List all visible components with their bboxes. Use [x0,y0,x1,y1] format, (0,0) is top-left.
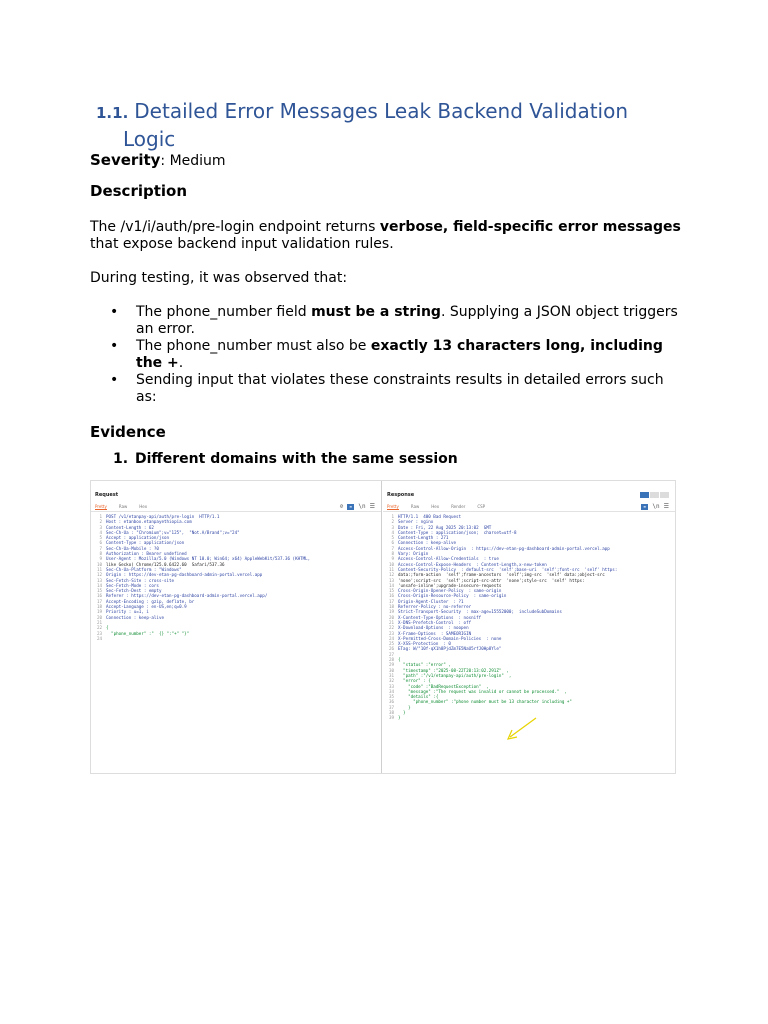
response-title: Response [387,492,415,498]
line-text: Sec-Fetch-Site : cross-site [106,577,175,583]
request-toolbar [336,503,375,510]
line-text: Sec-Ch-Ua-Mobile : ?0 [106,545,159,551]
line-number: 20 [388,614,394,620]
line-number: 2 [391,519,394,525]
evidence-item-title: Different domains with the same session [135,451,458,467]
line-text: Cross-Origin-Opener-Policy : same-origin [398,588,502,594]
line-number: 20 [96,614,102,620]
line-text: X-Frame-Options : SAMEORIGIN [398,630,472,636]
line-text: Server : nginx [398,519,434,525]
line-number: 5 [391,535,394,541]
vertical-view-icon [660,492,669,498]
newline-icon[interactable]: \n [358,503,366,510]
findings-list [90,304,680,406]
line-text: Connection : keep-alive [106,614,164,620]
tab-pretty[interactable]: Pretty [387,504,399,509]
line-text: X-Content-Type-Options : nosniff [398,614,482,620]
tab-pretty[interactable]: Pretty [95,504,107,509]
wrap-icon[interactable]: ≡ [347,504,354,510]
code-line [93,636,379,641]
line-text: Content-Security-Policy : default-src 'self';base-uri 'self';font-src 'self' https: [398,566,618,572]
highlight-arrow-icon [490,715,540,745]
line-text: Referer : https://dev-etan-pg-dashboard-admin-portal.vercel.app/ [106,593,268,599]
line-number: 3 [391,524,394,530]
line-text: Sec-Fetch-Dest : empty [106,588,162,594]
line-text: Content-Type : application/json; charset=utf-8 [398,529,517,535]
line-text: Priority : u=1, i [106,609,149,615]
line-text: Vary: Origin [398,551,429,557]
line-text: Strict-Transport-Security : max-age=15552000; includeSubDomains [398,609,562,615]
line-number: 34 [388,688,394,694]
line-text: Host : etanbox.etanpayethiopia.com [106,519,192,525]
line-text: "message" :"The request was invalid or cannot be processed." , [398,688,567,694]
observed-text: During testing, it was observed that: [90,270,348,286]
line-text: "details" :{ [398,694,439,700]
line-number: 35 [388,694,394,700]
response-code [385,514,673,721]
request-pane [91,481,382,773]
intro-text-end: that expose backend input validation rules. [90,236,394,252]
horizontal-view-icon [650,492,659,498]
line-text: } [398,715,401,721]
line-number: 19 [388,609,394,615]
line-number: 18 [388,604,394,610]
section-title-line1: Detailed Error Messages Leak Backend Validation [134,99,629,123]
line-number: 10 [388,561,394,567]
line-number: 22 [96,625,102,631]
menu-icon[interactable]: ☰ [663,503,669,510]
line-number: 6 [391,540,394,546]
line-text: User-Agent : Mozilla/5.0 (Windows NT 10.0; Win64; x64) AppleWebKit/537.36 (KHTML, [106,556,311,562]
line-text: POST /v1/etanpay-api/auth/pre-login HTTP/1.1 [106,514,220,519]
line-number: 14 [388,582,394,588]
line-text: Content-Length : 271 [398,535,449,541]
list-item: • The phone_number must also be exactly 13 characters long, including the +. [110,338,663,371]
line-number: 1 [391,514,394,519]
line-number: 21 [388,619,394,625]
tab-raw[interactable]: Raw [118,504,128,509]
line-text: X-Download-Options : noopen [398,625,469,631]
line-number: 30 [388,667,394,673]
tab-render[interactable]: Render [451,504,466,509]
line-number: 9 [391,556,394,562]
line-text: "code" :"BadRequestException" , [398,683,489,689]
line-number: 37 [388,704,394,710]
line-text: ETag: W/"10f-qX1h8PjdZm7E5NaU5rfJ0Hp8Yle" [398,646,502,652]
line-number: 6 [99,540,102,546]
line-number: 27 [388,651,394,657]
line-text: Access-Control-Allow-Credentials : true [398,556,499,562]
line-number: 31 [388,672,394,678]
description-intro [90,219,690,253]
line-number: 5 [99,535,102,541]
newline-icon[interactable]: \n [652,503,660,510]
layout-toggle[interactable] [639,483,669,502]
line-number: 12 [388,572,394,578]
line-number: 38 [388,709,394,715]
severity-line [90,151,226,169]
line-number: 19 [96,609,102,615]
line-number: 8 [391,551,394,557]
line-number: 29 [388,662,394,668]
tab-raw[interactable]: Raw [410,504,420,509]
line-text: Origin-Agent-Cluster : ?1 [398,598,464,604]
line-number: 3 [99,524,102,530]
line-text: Sec-Fetch-Mode : cors [106,582,159,588]
line-text: "phone_number" :"phone number must be 13 character including +" [398,699,572,705]
line-text: Origin : https://dev-etan-pg-dashboard-admin-portal.vercel.app [106,572,263,578]
section-heading [96,98,656,152]
line-text: { [106,625,109,631]
description-heading: Description [90,182,188,200]
line-text: Date : Fri, 22 Aug 2025 20:13:02 GMT [398,524,492,530]
wrap-icon[interactable]: ≡ [641,504,648,510]
section-number: 1.1. [96,104,129,122]
request-title: Request [95,492,119,498]
line-text: X-Permitted-Cross-Domain-Policies : none [398,635,502,641]
line-text: X-XSS-Protection : 0 [398,641,451,647]
line-number: 7 [391,545,394,551]
line-number: 12 [96,572,102,578]
line-text: Accept-Encoding : gzip, deflate, br [106,598,195,604]
line-number: 33 [388,683,394,689]
line-number: 16 [388,593,394,599]
line-text: "timestamp" :"2025-08-22T20:13:02.291Z" , [398,667,509,673]
line-number: 4 [391,529,394,535]
line-number: 17 [96,598,102,604]
line-number: 10 [96,561,102,567]
request-tabs [95,504,159,509]
line-text: Cross-Origin-Resource-Policy : same-origin [398,593,507,599]
line-number: 8 [99,551,102,557]
line-text: HTTP/1.1 400 Bad Request [398,514,462,519]
line-number: 14 [96,582,102,588]
line-number: 15 [388,588,394,594]
tab-csp[interactable]: CSP [477,504,486,509]
line-number: 4 [99,529,102,535]
burp-screenshot [90,480,676,774]
line-number: 2 [99,519,102,525]
line-text: like Gecko) Chrome/125.0.6422.60 Safari/537.36 [106,561,225,567]
line-text: Sec-Ch-Ua-Platform : "Windows" [106,566,182,572]
evidence-heading: Evidence [90,423,166,441]
line-text: Content-Length : 62 [106,524,154,530]
line-text: Referrer-Policy : no-referrer [398,604,472,610]
line-number: 13 [96,577,102,583]
response-tabs [387,504,497,509]
evidence-item [113,451,458,467]
line-text: "path" :"/v1/etanpay-api/auth/pre-login" , [398,672,512,678]
line-number: 25 [388,641,394,647]
list-item: • Sending input that violates these constraints results in detailed errors such as: [110,372,664,405]
line-number: 36 [388,699,394,705]
line-number: 11 [388,566,394,572]
line-number: 23 [388,630,394,636]
line-text: Accept : application/json [106,535,170,541]
line-number: 7 [99,545,102,551]
line-number: 15 [96,588,102,594]
line-text: 'unsafe-inline';upgrade-insecure-requests [398,582,502,588]
line-text: "error" : { [398,678,431,684]
line-number: 11 [96,566,102,572]
line-text: Content-Type : application/json [106,540,185,546]
line-number: 1 [99,514,102,519]
line-number: 24 [96,635,102,641]
evidence-item-number: 1. [113,451,129,467]
line-number: 9 [99,556,102,562]
line-text: "phone_number" :" {} ":"+" "}" [106,630,190,636]
line-number: 39 [388,715,394,721]
line-number: 18 [96,604,102,610]
line-text: data:;form-action 'self';frame-ancestors 'self';img-src 'self' data:;object-src [398,572,605,578]
menu-icon[interactable]: ☰ [369,503,375,510]
split-view-icon [640,492,649,498]
line-number: 22 [388,625,394,631]
line-text: Authorization : Bearer undefined [106,551,187,557]
line-text: Access-Control-Expose-Headers : Content-Length,x-new-token [398,561,547,567]
tab-hex[interactable]: Hex [431,504,440,509]
line-text: Connection : keep-alive [398,540,456,546]
line-text: } [398,709,406,715]
line-number: 13 [388,577,394,583]
line-text: } [398,704,411,710]
line-number: 23 [96,630,102,636]
line-number: 17 [388,598,394,604]
tab-hex[interactable]: Hex [139,504,148,509]
line-number: 26 [388,646,394,652]
request-code [93,514,379,641]
line-text: { [398,657,401,663]
line-number: 32 [388,678,394,684]
line-text: 'none';script-src 'self';script-src-attr 'none';style-src 'self' https: [398,577,585,583]
line-number: 16 [96,593,102,599]
intro-text: The /v1/i/auth/pre-login endpoint returns [90,219,380,235]
line-text: Sec-Ch-Ua : "Chromium";v="125", "Not.A/Brand";v="24" [106,529,240,535]
line-number: 21 [96,619,102,625]
line-text: "status" :"error" , [398,662,451,668]
line-text: Accept-Language : en-US,en;q=0.9 [106,604,187,610]
line-number: 24 [388,635,394,641]
intro-bold: verbose, field-specific error messages [379,219,681,235]
eye-off-icon[interactable]: ⊘ [339,503,344,510]
response-toolbar [637,503,669,510]
line-text: X-DNS-Prefetch-Control : off [398,619,472,625]
severity-label: Severity [90,151,161,169]
line-number: 28 [388,657,394,663]
line-text: Access-Control-Allow-Origin : https://dev-etan-pg-dashboard-admin-portal.vercel.app [398,545,610,551]
list-item: • The phone_number field must be a string. Supplying a JSON object triggers an error. [110,304,678,337]
severity-value: : Medium [160,153,226,169]
section-title-line2: Logic [123,127,176,151]
